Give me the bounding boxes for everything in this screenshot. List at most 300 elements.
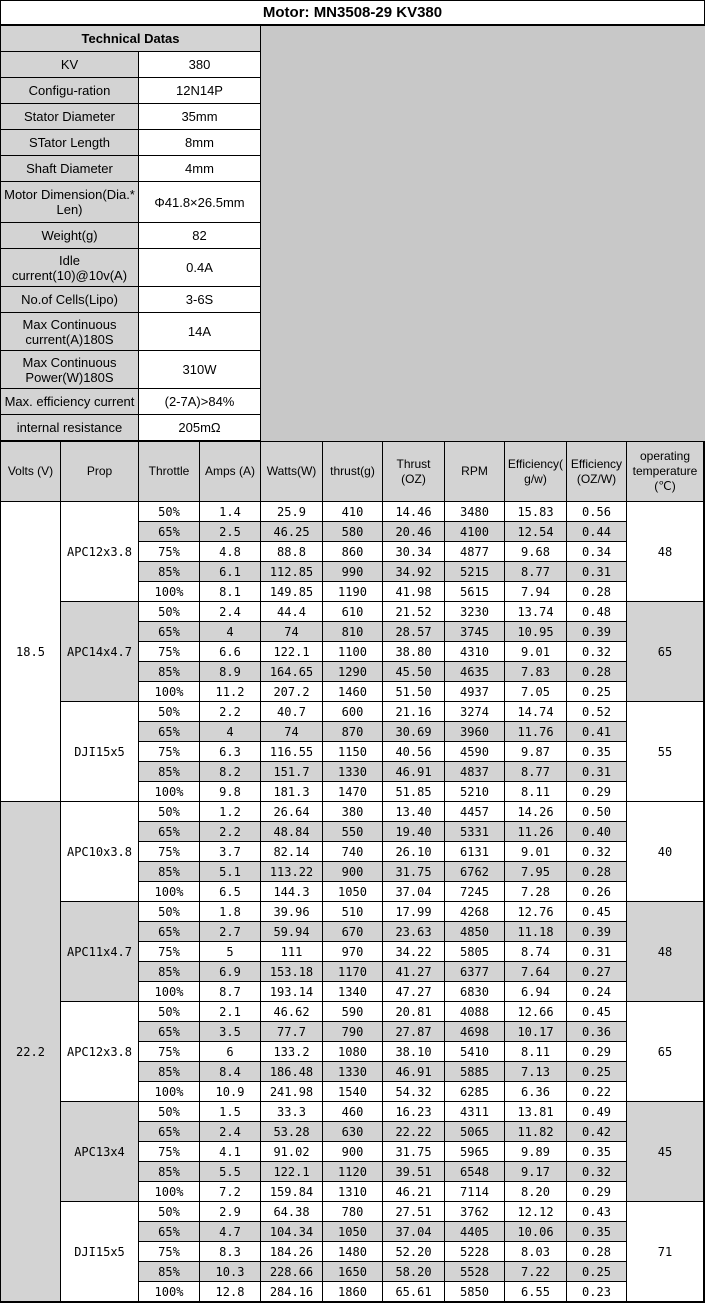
data-cell: 0.43 [567,1202,627,1222]
data-cell: 2.4 [200,1122,261,1142]
tech-value: 205mΩ [139,415,261,441]
data-cell: 2.1 [200,1002,261,1022]
data-cell: 4405 [445,1222,505,1242]
data-cell: 8.11 [505,1042,567,1062]
tech-row [1,287,261,313]
data-cell: 75% [139,642,200,662]
data-cell: 19.40 [383,822,445,842]
temperature-cell: 65 [627,1002,704,1102]
data-cell: 75% [139,942,200,962]
volts-cell: 18.5 [1,502,61,802]
data-cell: 510 [323,902,383,922]
tech-label: Max Continuous current(A)180S [1,313,139,351]
data-cell: 65% [139,622,200,642]
data-cell: 8.1 [200,582,261,602]
data-cell: 1470 [323,782,383,802]
data-cell: 27.87 [383,1022,445,1042]
data-cell: 8.3 [200,1242,261,1262]
prop-cell: DJI15x5 [61,1202,139,1302]
data-cell: 4310 [445,642,505,662]
data-cell: 104.34 [261,1222,323,1242]
data-cell: 1.5 [200,1102,261,1122]
data-cell: 0.44 [567,522,627,542]
data-cell: 5850 [445,1282,505,1302]
perf-header-row [1,442,704,502]
data-cell: 59.94 [261,922,323,942]
data-cell: 5 [200,942,261,962]
data-cell: 44.4 [261,602,323,622]
data-cell: 4100 [445,522,505,542]
data-cell: 85% [139,962,200,982]
column-header: Throttle [139,442,200,502]
data-cell: 5885 [445,1062,505,1082]
data-cell: 65% [139,822,200,842]
data-cell: 1120 [323,1162,383,1182]
data-cell: 65% [139,922,200,942]
column-header: operating temperature (℃) [627,442,704,502]
data-cell: 1340 [323,982,383,1002]
data-cell: 37.04 [383,1222,445,1242]
data-cell: 207.2 [261,682,323,702]
data-cell: 46.91 [383,1062,445,1082]
data-cell: 10.9 [200,1082,261,1102]
tech-value: (2-7A)>84% [139,389,261,415]
data-cell: 184.26 [261,1242,323,1262]
data-cell: 23.63 [383,922,445,942]
data-cell: 34.92 [383,562,445,582]
data-cell: 8.74 [505,942,567,962]
data-cell: 122.1 [261,1162,323,1182]
column-header: Efficiency (OZ/W) [567,442,627,502]
temperature-cell: 48 [627,902,704,1002]
data-cell: 8.9 [200,662,261,682]
tech-header-row [1,26,261,52]
data-cell: 47.27 [383,982,445,1002]
data-cell: 4837 [445,762,505,782]
data-cell: 0.42 [567,1122,627,1142]
data-cell: 1.2 [200,802,261,822]
tech-value: 380 [139,52,261,78]
data-cell: 1330 [323,762,383,782]
data-cell: 7.2 [200,1182,261,1202]
data-cell: 590 [323,1002,383,1022]
data-cell: 0.28 [567,1242,627,1262]
data-cell: 65.61 [383,1282,445,1302]
tech-value: 8mm [139,130,261,156]
data-cell: 144.3 [261,882,323,902]
temperature-cell: 55 [627,702,704,802]
data-cell: 21.16 [383,702,445,722]
data-cell: 0.31 [567,562,627,582]
data-cell: 6.9 [200,962,261,982]
data-cell: 0.22 [567,1082,627,1102]
data-cell: 4 [200,622,261,642]
tech-label: internal resistance [1,415,139,441]
data-cell: 4877 [445,542,505,562]
tech-value: 310W [139,351,261,389]
data-cell: 1860 [323,1282,383,1302]
tech-label: KV [1,52,139,78]
data-cell: 7245 [445,882,505,902]
prop-cell: APC10x3.8 [61,802,139,902]
tech-label: Idle current(10)@10v(A) [1,249,139,287]
empty-gray-panel [261,26,705,441]
data-cell: 14.46 [383,502,445,522]
data-cell: 5528 [445,1262,505,1282]
data-cell: 0.26 [567,882,627,902]
data-cell: 0.31 [567,762,627,782]
column-header: thrust(g) [323,442,383,502]
data-cell: 52.20 [383,1242,445,1262]
table-row [1,802,704,822]
data-cell: 100% [139,582,200,602]
data-cell: 7.28 [505,882,567,902]
data-cell: 65% [139,722,200,742]
temperature-cell: 45 [627,1102,704,1202]
tech-label: Max Continuous Power(W)180S [1,351,139,389]
data-cell: 1050 [323,882,383,902]
tech-value: 82 [139,223,261,249]
data-cell: 0.23 [567,1282,627,1302]
data-cell: 74 [261,622,323,642]
data-cell: 1.4 [200,502,261,522]
prop-cell: APC12x3.8 [61,1002,139,1102]
data-cell: 2.2 [200,702,261,722]
data-cell: 33.3 [261,1102,323,1122]
tech-value: 0.4A [139,249,261,287]
data-cell: 100% [139,982,200,1002]
data-cell: 0.32 [567,842,627,862]
data-cell: 8.20 [505,1182,567,1202]
prop-cell: DJI15x5 [61,702,139,802]
data-cell: 4268 [445,902,505,922]
data-cell: 6.94 [505,982,567,1002]
tech-row [1,104,261,130]
data-cell: 5615 [445,582,505,602]
data-cell: 1310 [323,1182,383,1202]
data-cell: 1290 [323,662,383,682]
data-cell: 65% [139,1022,200,1042]
data-cell: 0.39 [567,922,627,942]
data-cell: 12.76 [505,902,567,922]
data-cell: 65% [139,522,200,542]
data-cell: 50% [139,902,200,922]
data-cell: 11.76 [505,722,567,742]
prop-cell: APC11x4.7 [61,902,139,1002]
tech-row [1,415,261,441]
data-cell: 75% [139,1142,200,1162]
tech-row [1,182,261,223]
data-cell: 8.2 [200,762,261,782]
data-cell: 1100 [323,642,383,662]
data-cell: 0.34 [567,542,627,562]
data-cell: 100% [139,882,200,902]
data-cell: 31.75 [383,1142,445,1162]
tech-row [1,389,261,415]
data-cell: 6.3 [200,742,261,762]
data-cell: 46.62 [261,1002,323,1022]
data-cell: 38.80 [383,642,445,662]
column-header: Amps (A) [200,442,261,502]
data-cell: 10.06 [505,1222,567,1242]
data-cell: 0.29 [567,1182,627,1202]
data-cell: 39.96 [261,902,323,922]
data-cell: 740 [323,842,383,862]
data-cell: 75% [139,1242,200,1262]
data-cell: 40.7 [261,702,323,722]
data-cell: 4088 [445,1002,505,1022]
data-cell: 75% [139,542,200,562]
data-cell: 54.32 [383,1082,445,1102]
data-cell: 6131 [445,842,505,862]
temperature-cell: 71 [627,1202,704,1302]
data-cell: 193.14 [261,982,323,1002]
data-cell: 39.51 [383,1162,445,1182]
data-cell: 12.66 [505,1002,567,1022]
data-cell: 2.2 [200,822,261,842]
data-cell: 31.75 [383,862,445,882]
data-cell: 85% [139,1162,200,1182]
data-cell: 48.84 [261,822,323,842]
data-cell: 3274 [445,702,505,722]
data-cell: 0.52 [567,702,627,722]
data-cell: 11.18 [505,922,567,942]
data-cell: 8.03 [505,1242,567,1262]
data-cell: 2.9 [200,1202,261,1222]
data-cell: 85% [139,662,200,682]
temperature-cell: 48 [627,502,704,602]
data-cell: 0.31 [567,942,627,962]
data-cell: 610 [323,602,383,622]
tech-row [1,52,261,78]
data-cell: 58.20 [383,1262,445,1282]
performance-table [1,442,704,1302]
column-header: Volts (V) [1,442,61,502]
column-header: Prop [61,442,139,502]
tech-value: 35mm [139,104,261,130]
data-cell: 0.48 [567,602,627,622]
data-cell: 14.74 [505,702,567,722]
tech-label: No.of Cells(Lipo) [1,287,139,313]
data-cell: 6830 [445,982,505,1002]
data-cell: 11.82 [505,1122,567,1142]
data-cell: 3762 [445,1202,505,1222]
data-cell: 164.65 [261,662,323,682]
tech-label: Configu-ration [1,78,139,104]
data-cell: 2.4 [200,602,261,622]
data-cell: 65% [139,1122,200,1142]
temperature-cell: 65 [627,602,704,702]
data-cell: 0.49 [567,1102,627,1122]
data-cell: 3230 [445,602,505,622]
data-cell: 380 [323,802,383,822]
data-cell: 74 [261,722,323,742]
data-cell: 111 [261,942,323,962]
data-cell: 1150 [323,742,383,762]
data-cell: 11.2 [200,682,261,702]
data-cell: 284.16 [261,1282,323,1302]
data-cell: 970 [323,942,383,962]
table-row [1,602,704,622]
data-cell: 7.64 [505,962,567,982]
table-row [1,902,704,922]
data-cell: 1330 [323,1062,383,1082]
data-cell: 4698 [445,1022,505,1042]
table-row [1,502,704,522]
data-cell: 51.85 [383,782,445,802]
data-cell: 4.8 [200,542,261,562]
data-cell: 6 [200,1042,261,1062]
data-cell: 12.8 [200,1282,261,1302]
data-cell: 149.85 [261,582,323,602]
data-cell: 9.89 [505,1142,567,1162]
data-cell: 1540 [323,1082,383,1102]
data-cell: 0.29 [567,782,627,802]
data-cell: 6548 [445,1162,505,1182]
data-cell: 65% [139,1222,200,1242]
data-cell: 9.87 [505,742,567,762]
data-cell: 0.45 [567,902,627,922]
data-cell: 4311 [445,1102,505,1122]
page-title: Motor: MN3508-29 KV380 [1,1,704,24]
tech-value: 3-6S [139,287,261,313]
data-cell: 40.56 [383,742,445,762]
data-cell: 900 [323,1142,383,1162]
data-cell: 6762 [445,862,505,882]
volts-cell: 22.2 [1,802,61,1302]
data-cell: 3.5 [200,1022,261,1042]
data-cell: 186.48 [261,1062,323,1082]
tech-label: Weight(g) [1,223,139,249]
data-cell: 5410 [445,1042,505,1062]
data-cell: 0.40 [567,822,627,842]
data-cell: 1190 [323,582,383,602]
table-row [1,1102,704,1122]
data-cell: 0.50 [567,802,627,822]
data-cell: 0.25 [567,1062,627,1082]
data-cell: 7.22 [505,1262,567,1282]
data-cell: 10.95 [505,622,567,642]
tech-value: 4mm [139,156,261,182]
data-cell: 0.25 [567,682,627,702]
data-cell: 1080 [323,1042,383,1062]
prop-cell: APC12x3.8 [61,502,139,602]
data-cell: 0.45 [567,1002,627,1022]
data-cell: 85% [139,862,200,882]
data-cell: 0.28 [567,582,627,602]
data-cell: 900 [323,862,383,882]
data-cell: 20.81 [383,1002,445,1022]
data-cell: 550 [323,822,383,842]
data-cell: 6.1 [200,562,261,582]
data-cell: 0.28 [567,662,627,682]
data-cell: 26.64 [261,802,323,822]
data-cell: 1460 [323,682,383,702]
data-cell: 4635 [445,662,505,682]
data-cell: 91.02 [261,1142,323,1162]
data-cell: 7.05 [505,682,567,702]
data-cell: 0.35 [567,742,627,762]
data-cell: 50% [139,602,200,622]
data-cell: 0.32 [567,642,627,662]
column-header: Efficiency( g/w) [505,442,567,502]
data-cell: 25.9 [261,502,323,522]
data-cell: 810 [323,622,383,642]
data-cell: 75% [139,842,200,862]
data-cell: 37.04 [383,882,445,902]
data-cell: 85% [139,762,200,782]
tech-label: Shaft Diameter [1,156,139,182]
data-cell: 5805 [445,942,505,962]
data-cell: 30.69 [383,722,445,742]
data-cell: 50% [139,502,200,522]
tech-header: Technical Datas [1,26,261,52]
data-cell: 85% [139,562,200,582]
data-cell: 75% [139,1042,200,1062]
tech-row [1,249,261,287]
data-cell: 10.17 [505,1022,567,1042]
tech-value: 14A [139,313,261,351]
data-cell: 3480 [445,502,505,522]
data-cell: 8.7 [200,982,261,1002]
data-cell: 14.26 [505,802,567,822]
data-cell: 100% [139,682,200,702]
data-cell: 159.84 [261,1182,323,1202]
data-cell: 7.13 [505,1062,567,1082]
data-cell: 600 [323,702,383,722]
column-header: RPM [445,442,505,502]
tech-label: Max. efficiency current [1,389,139,415]
data-cell: 0.29 [567,1042,627,1062]
data-cell: 16.23 [383,1102,445,1122]
data-cell: 77.7 [261,1022,323,1042]
data-cell: 5965 [445,1142,505,1162]
tech-row [1,156,261,182]
data-cell: 6.55 [505,1282,567,1302]
table-row [1,1202,704,1222]
data-cell: 21.52 [383,602,445,622]
data-cell: 5215 [445,562,505,582]
data-cell: 5331 [445,822,505,842]
data-cell: 5.1 [200,862,261,882]
data-cell: 8.4 [200,1062,261,1082]
data-cell: 460 [323,1102,383,1122]
data-cell: 17.99 [383,902,445,922]
data-cell: 3.7 [200,842,261,862]
data-cell: 13.81 [505,1102,567,1122]
data-cell: 1480 [323,1242,383,1262]
data-cell: 133.2 [261,1042,323,1062]
data-cell: 41.98 [383,582,445,602]
data-cell: 0.28 [567,862,627,882]
data-cell: 122.1 [261,642,323,662]
data-cell: 790 [323,1022,383,1042]
data-cell: 9.17 [505,1162,567,1182]
data-cell: 6.36 [505,1082,567,1102]
table-row [1,1002,704,1022]
data-cell: 6377 [445,962,505,982]
data-cell: 1650 [323,1262,383,1282]
data-cell: 6.5 [200,882,261,902]
data-cell: 38.10 [383,1042,445,1062]
data-cell: 4937 [445,682,505,702]
data-cell: 8.11 [505,782,567,802]
tech-value: Φ41.8×26.5mm [139,182,261,223]
data-cell: 112.85 [261,562,323,582]
data-cell: 50% [139,1002,200,1022]
data-cell: 41.27 [383,962,445,982]
data-cell: 4.7 [200,1222,261,1242]
